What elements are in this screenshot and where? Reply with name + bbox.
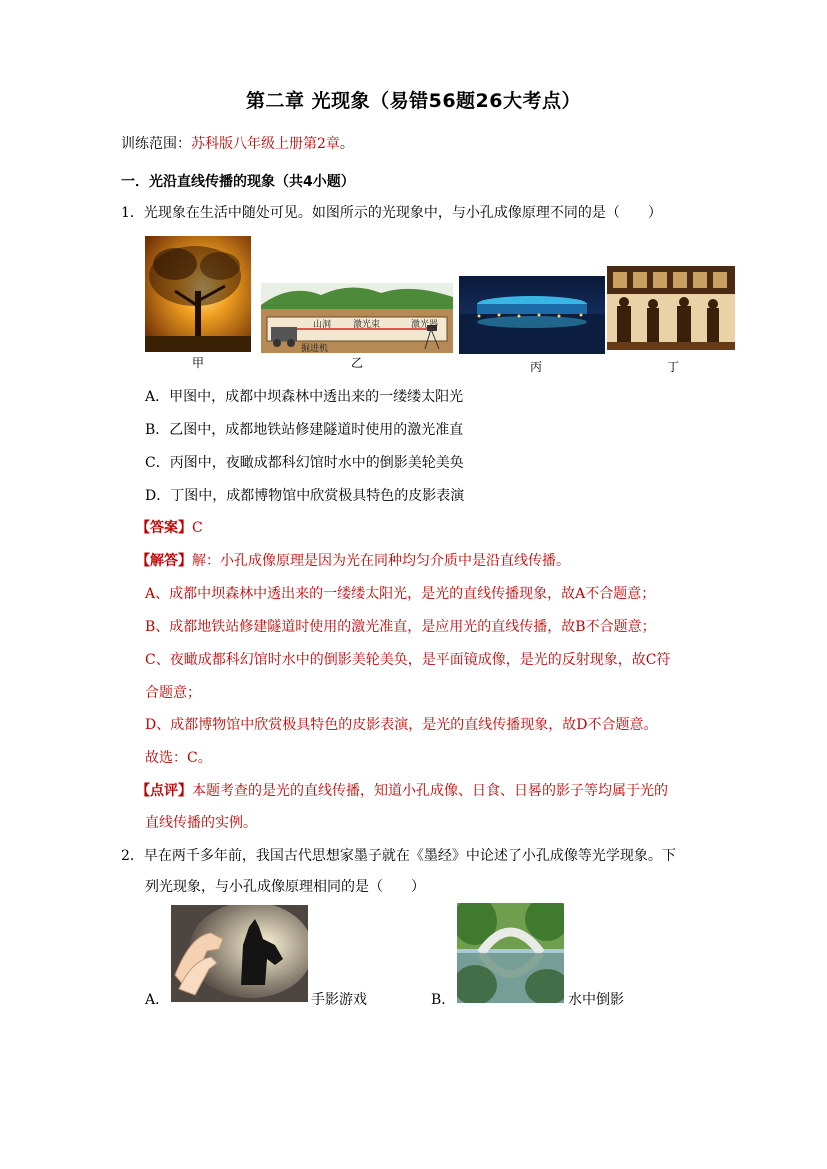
forest-sunlight-image (145, 236, 251, 352)
caption-yi: 乙 (350, 356, 363, 370)
q2-option-b-letter: B． (431, 992, 456, 1008)
section-heading: 一．光沿直线传播的现象（共4小题） (121, 174, 355, 190)
q2-stem-line: 2．早在两千多年前，我国古代思想家墨子就在《墨经》中论述了小孔成像等光学现象。下 (121, 848, 676, 864)
scope-label: 训练范围： (121, 136, 191, 152)
q1-analysis-line: C、夜瞰成都科幻馆时水中的倒影美轮美奂，是平面镜成像，是光的反射现象，故C符 (145, 652, 671, 668)
label-tunnel: 山洞 (313, 320, 332, 330)
night-reflection-image (459, 276, 605, 354)
q1-option-c: C．丙图中，夜瞰成都科幻馆时水中的倒影美轮美奂 (145, 455, 464, 471)
q1-comment-line: 直线传播的实例。 (145, 815, 257, 831)
q1-analysis-line: 合题意； (145, 685, 201, 701)
caption-bing: 丙 (529, 360, 542, 374)
q1-stem: 1．光现象在生活中随处可见。如图所示的光现象中，与小孔成像原理不同的是（ ） (121, 205, 662, 221)
q1-analysis-line: B、成都地铁站修建隧道时使用的激光准直，是应用光的直线传播，故B不合题意； (145, 619, 656, 635)
analysis-tag: 【解答】 (136, 553, 192, 569)
caption-ding: 丁 (666, 360, 679, 374)
q1-analysis-intro (136, 551, 570, 571)
answer-tag: 【答案】 (136, 520, 192, 536)
q1-option-b: B．乙图中，成都地铁站修建隧道时使用的激光准直 (145, 422, 464, 438)
scope-end: 。 (339, 136, 354, 152)
answer-value: C (192, 520, 203, 536)
q1-answer (136, 518, 203, 538)
q1-option-d: D．丁图中，成都博物馆中欣赏极具特色的皮影表演 (145, 488, 465, 504)
tunnel-laser-image (261, 283, 453, 353)
training-scope (121, 133, 354, 153)
q1-analysis-line: A、成都中坝森林中透出来的一缕缕太阳光，是光的直线传播现象，故A不合题意； (145, 586, 656, 602)
q1-option-a: A．甲图中，成都中坝森林中透出来的一缕缕太阳光 (145, 389, 464, 405)
analysis-intro-text: 解：小孔成像原理是因为光在同种均匀介质中是沿直线传播。 (192, 553, 570, 569)
comment-tag: 【点评】 (136, 783, 192, 799)
caption-jia: 甲 (191, 356, 204, 370)
q2-option-a-letter: A． (145, 992, 170, 1008)
hand-shadow-image (171, 905, 308, 1002)
q1-analysis-line: D、成都博物馆中欣赏极具特色的皮影表演，是光的直线传播现象，故D不合题意。 (145, 717, 658, 733)
scope-value: 苏科版八年级上册第2章 (191, 136, 340, 152)
label-launcher: 激光器 (411, 320, 439, 330)
q2-option-b-text: 水中倒影 (568, 992, 624, 1008)
q1-analysis-line: 故选：C。 (145, 750, 212, 766)
q2-stem-line: 列光现象，与小孔成像原理相同的是（ ） (145, 879, 425, 895)
label-machine: 掘进机 (301, 344, 329, 353)
q2-option-a-text: 手影游戏 (311, 992, 367, 1008)
label-laser: 激光束 (353, 320, 381, 330)
document-title: 第二章 光现象（易错56题26大考点） (246, 90, 581, 112)
comment-line: 本题考查的是光的直线传播，知道小孔成像、日食、日晷的影子等均属于光的 (192, 783, 668, 799)
q1-comment (136, 781, 668, 801)
shadow-puppet-image (607, 266, 735, 350)
water-reflection-image (457, 903, 564, 1003)
